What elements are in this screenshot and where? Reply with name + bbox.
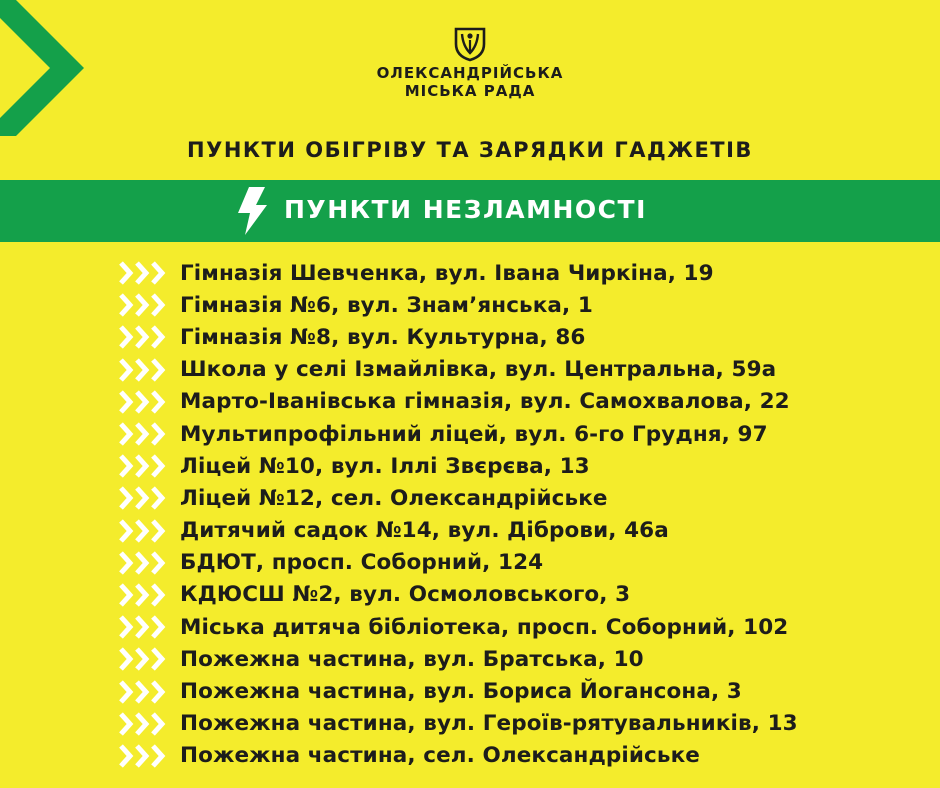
triple-chevron-icon (114, 453, 180, 479)
location-text: Гімназія №6, вул. Знам’янська, 1 (180, 292, 593, 318)
logo-line-2: МІСЬКА РАДА (404, 82, 536, 100)
triple-chevron-icon (114, 260, 180, 286)
triple-chevron-icon (114, 357, 180, 383)
location-text: Міська дитяча бібліотека, просп. Соборний, 102 (180, 614, 789, 640)
city-council-logo (0, 26, 940, 100)
triple-chevron-icon (114, 679, 180, 705)
location-text: КДЮСШ №2, вул. Осмоловського, 3 (180, 582, 631, 608)
location-text: Марто-Іванівська гімназія, вул. Самохвалова, 22 (180, 389, 790, 415)
page-title: ПУНКТИ ОБІГРІВУ ТА ЗАРЯДКИ ГАДЖЕТІВ (187, 138, 753, 162)
list-item (114, 708, 798, 740)
list-item (114, 611, 798, 643)
triple-chevron-icon (114, 582, 180, 608)
banner (0, 180, 940, 242)
list-item (114, 354, 798, 386)
location-text: Пожежна частина, вул. Бориса Йогансона, 3 (180, 679, 742, 705)
location-text: Пожежна частина, сел. Олександрійське (180, 743, 700, 769)
list-item (114, 547, 798, 579)
triple-chevron-icon (114, 711, 180, 737)
triple-chevron-icon (114, 292, 180, 318)
city-emblem-icon (453, 26, 487, 62)
triple-chevron-icon (114, 646, 180, 672)
lightning-bolt-icon (236, 187, 268, 235)
list-item (114, 450, 798, 482)
location-text: Гімназія Шевченка, вул. Івана Чиркіна, 19 (180, 260, 714, 286)
location-text: Ліцей №10, вул. Іллі Звєрєва, 13 (180, 453, 590, 479)
location-text: Мультипрофільний ліцей, вул. 6-го Грудня, 97 (180, 421, 768, 447)
triple-chevron-icon (114, 421, 180, 447)
list-item (114, 257, 798, 289)
list-item (114, 643, 798, 675)
triple-chevron-icon (114, 485, 180, 511)
logo-line-1: ОЛЕКСАНДРІЙСЬКА (376, 64, 564, 82)
triple-chevron-icon (114, 614, 180, 640)
triple-chevron-icon (114, 743, 180, 769)
triple-chevron-icon (114, 550, 180, 576)
locations-list (114, 257, 798, 772)
list-item (114, 482, 798, 514)
triple-chevron-icon (114, 518, 180, 544)
triple-chevron-icon (114, 324, 180, 350)
triple-chevron-icon (114, 389, 180, 415)
list-item (114, 579, 798, 611)
location-text: Гімназія №8, вул. Культурна, 86 (180, 324, 586, 350)
list-item (114, 418, 798, 450)
location-text: Пожежна частина, вул. Братська, 10 (180, 646, 644, 672)
list-item (114, 740, 798, 772)
location-text: БДЮТ, просп. Соборний, 124 (180, 550, 544, 576)
location-text: Дитячий садок №14, вул. Діброви, 46а (180, 518, 669, 544)
location-text: Пожежна частина, вул. Героїв-рятувальників, 13 (180, 711, 798, 737)
list-item (114, 321, 798, 353)
banner-title: ПУНКТИ НЕЗЛАМНОСТІ (284, 195, 647, 224)
location-text: Ліцей №12, сел. Олександрійське (180, 485, 608, 511)
list-item (114, 289, 798, 321)
list-item (114, 675, 798, 707)
list-item (114, 386, 798, 418)
list-item (114, 515, 798, 547)
location-text: Школа у селі Ізмайлівка, вул. Центральна, 59а (180, 357, 777, 383)
